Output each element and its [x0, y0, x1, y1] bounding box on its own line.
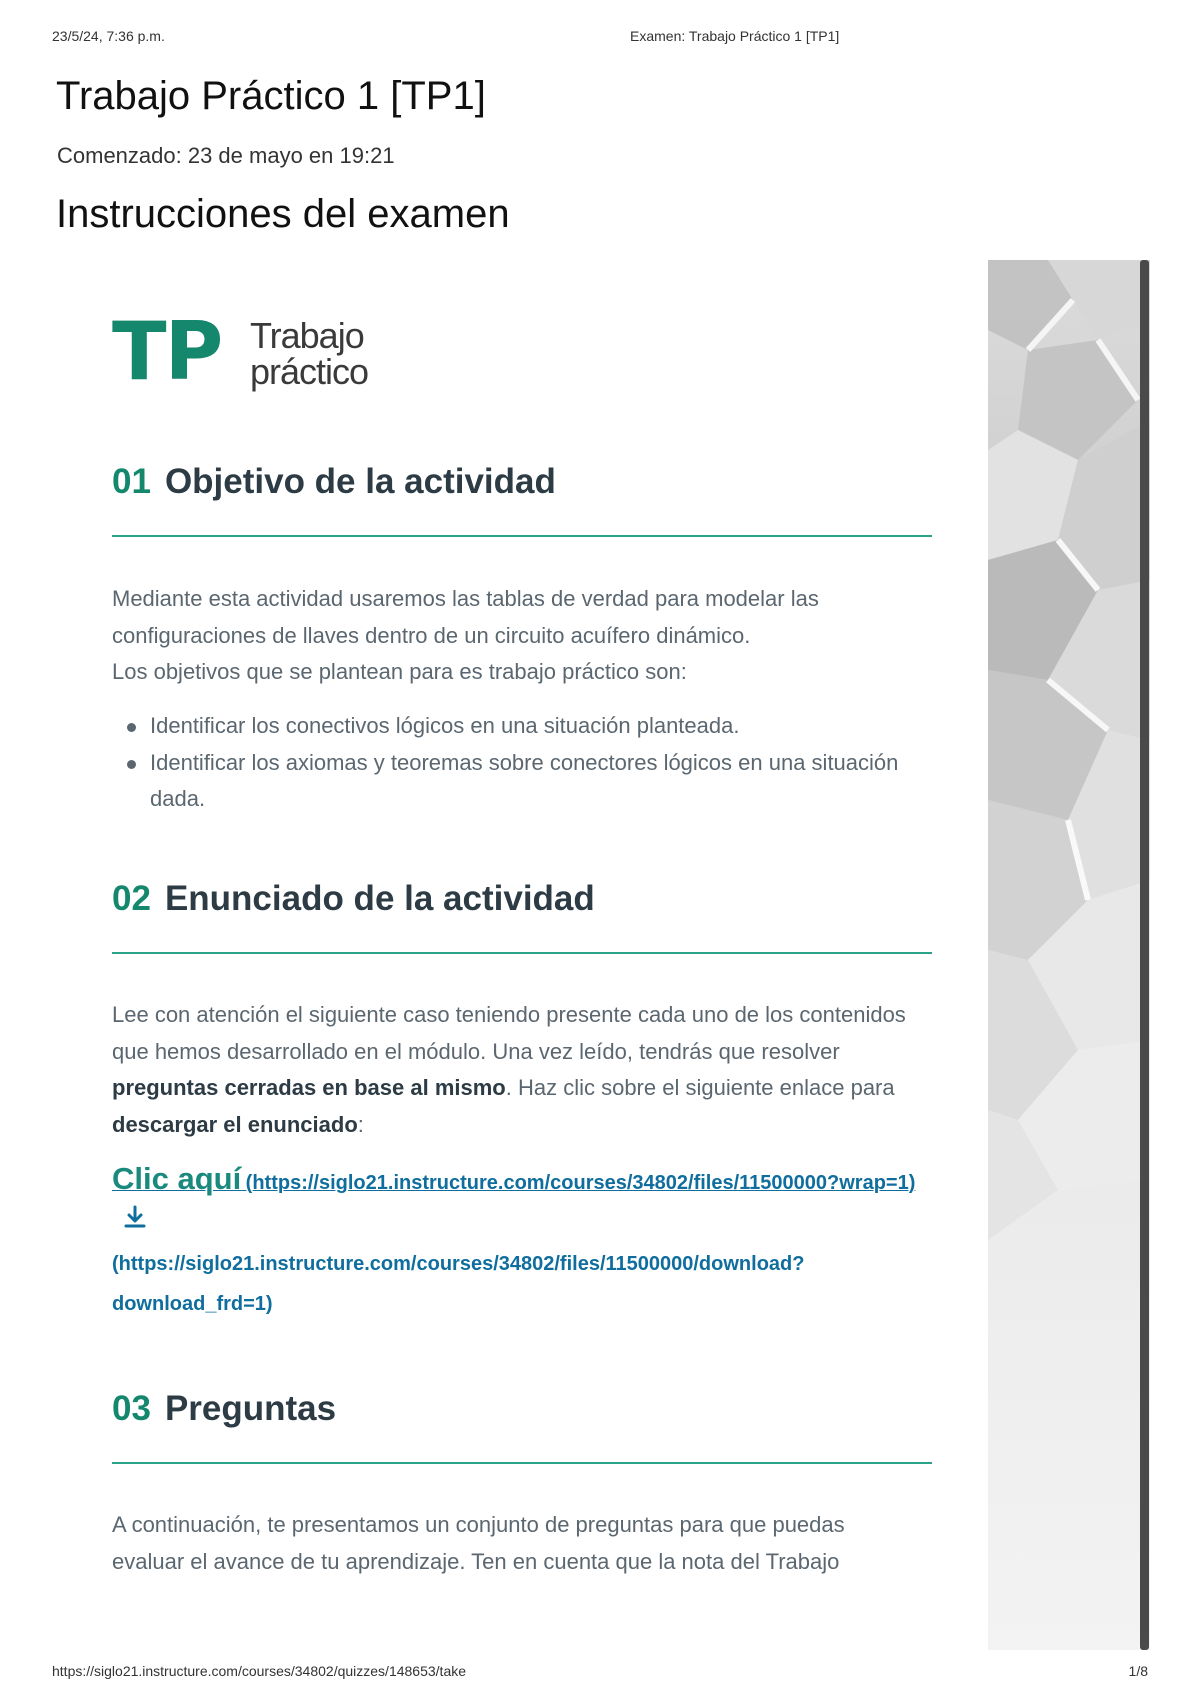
decorative-pattern [988, 260, 1150, 1650]
scrollbar[interactable] [1140, 260, 1149, 1650]
print-datetime: 23/5/24, 7:36 p.m. [52, 28, 165, 44]
section-title: Objetivo de la actividad [164, 462, 556, 501]
logo-word-line1: Trabajo [250, 315, 364, 356]
bold-text: descargar el enunciado [112, 1111, 358, 1137]
print-page-number: 1/8 [1128, 1663, 1148, 1679]
page-title: Trabajo Práctico 1 [TP1] [56, 74, 486, 118]
section-divider [112, 535, 932, 537]
clic-aqui-link[interactable] [112, 1161, 916, 1196]
section-number: 03 [112, 1389, 151, 1428]
text-line: Los objetivos que se plantean para es trabajo práctico son: [112, 659, 687, 684]
section-number: 02 [112, 879, 151, 918]
instructions-title: Instrucciones del examen [56, 192, 510, 236]
text-span: Lee con atención el siguiente caso teniendo presente cada uno de los contenidos que hemos desarrollado en el módulo. Una vez leído, tendrás que resolver [112, 1002, 906, 1064]
link-url-text: (https://siglo21.instructure.com/courses/34802/files/11500000?wrap=1) [245, 1172, 916, 1194]
section-divider [112, 952, 932, 954]
logo-letters: TP [112, 305, 222, 398]
section-heading-preguntas [112, 1389, 336, 1429]
link-main-text: Clic aquí [112, 1161, 242, 1196]
preguntas-paragraph [112, 1507, 942, 1580]
print-header [52, 28, 1160, 48]
section-number: 01 [112, 462, 151, 501]
text-span: : [357, 1111, 364, 1137]
logo-wordmark [250, 315, 369, 392]
text-span: . Haz clic sobre el siguiente enlace para [505, 1075, 895, 1100]
decorative-side-image [988, 260, 1150, 1650]
logo-word-line2: práctico [250, 351, 369, 392]
print-tab-title: Examen: Trabajo Práctico 1 [TP1] [630, 28, 840, 44]
download-link-block [112, 1160, 932, 1325]
text-line: evaluar el avance de tu aprendizaje. Ten en cuenta que la nota del Trabajo [112, 1548, 840, 1574]
objective-paragraph [112, 581, 942, 691]
section-heading-objetivo [112, 462, 556, 502]
bold-text: preguntas cerradas en base al mismo [112, 1075, 506, 1100]
section-heading-enunciado [112, 879, 595, 919]
print-footer [52, 1663, 1160, 1683]
download-icon[interactable] [122, 1204, 148, 1245]
list-item: Identificar los conectivos lógicos en una situación planteada. [112, 708, 932, 745]
text-line: A continuación, te presentamos un conjunto de preguntas para que puedas [112, 1512, 845, 1537]
section-title: Preguntas [164, 1389, 337, 1428]
enunciado-paragraph [112, 997, 922, 1143]
text-line: configuraciones de llaves dentro de un circuito acuífero dinámico. [112, 622, 751, 648]
download-url-link[interactable]: (https://siglo21.instructure.com/courses/34802/files/11500000/download?download_frd=1) [112, 1253, 805, 1315]
section-divider [112, 1462, 932, 1464]
print-page-url: https://siglo21.instructure.com/courses/34802/quizzes/148653/take [52, 1663, 467, 1679]
objectives-list [112, 708, 932, 818]
list-item: Identificar los axiomas y teoremas sobre conectores lógicos en una situación dada. [112, 745, 932, 818]
started-timestamp: Comenzado: 23 de mayo en 19:21 [57, 143, 395, 168]
text-line: Mediante esta actividad usaremos las tablas de verdad para modelar las [112, 586, 819, 611]
section-title: Enunciado de la actividad [164, 879, 595, 918]
